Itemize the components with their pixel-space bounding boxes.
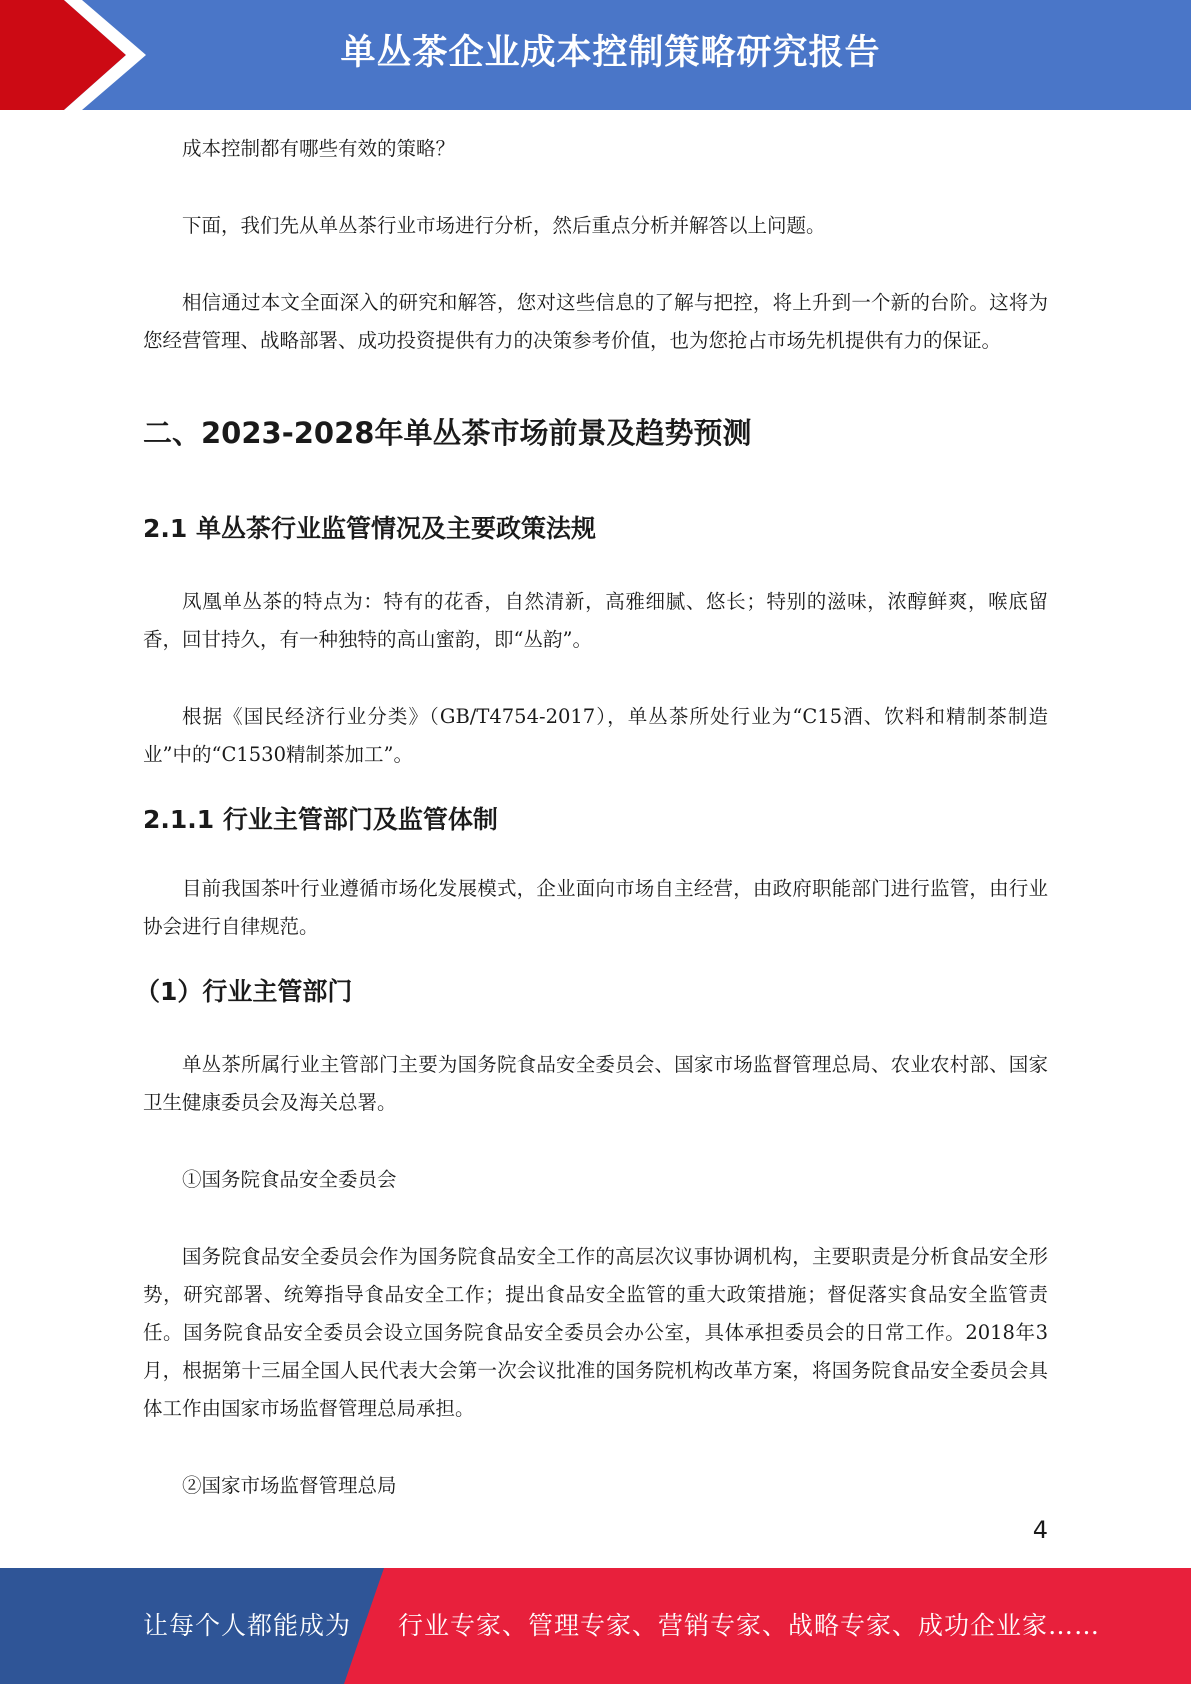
subsubsection-heading: 2.1.1 行业主管部门及监管体制 [143, 805, 498, 834]
paragraph: 凤凰单丛茶的特点为：特有的花香，自然清新，高雅细腻、悠长；特别的滋味，浓醇鲜爽，喉底留香，回甘持久，有一种独特的高山蜜韵，即“丛韵”。 [143, 590, 1048, 651]
paragraph: 相信通过本文全面深入的研究和解答，您对这些信息的了解与把控，将上升到一个新的台阶。这将为您经营管理、战略部署、成功投资提供有力的决策参考价值，也为您抢占市场先机提供有力的保证。 [143, 291, 1048, 352]
section-heading: 二、2023-2028年单丛茶市场前景及趋势预测 [143, 416, 752, 450]
page-header [0, 0, 1191, 110]
paragraph: ①国务院食品安全委员会 [182, 1168, 397, 1191]
subsection-heading: 2.1 单丛茶行业监管情况及主要政策法规 [143, 514, 596, 543]
paragraph: 成本控制都有哪些有效的策略？ [182, 137, 456, 160]
page-number: 4 [1032, 1516, 1048, 1544]
paragraph: 单丛茶所属行业主管部门主要为国务院食品安全委员会、国家市场监督管理总局、农业农村部、国家卫生健康委员会及海关总署。 [143, 1053, 1048, 1114]
paragraph: 国务院食品安全委员会作为国务院食品安全工作的高层次议事协调机构，主要职责是分析食品安全形势，研究部署、统筹指导食品安全工作；提出食品安全监管的重大政策措施；督促落实食品安全监管责任。国务院食品安全委员会设立国务院食品安全委员会办公室，具体承担委员会的日常工作。2018年3月，根据第十三届全国人民代表大会第一次会议批准的国务院机构改革方案，将国务院食品安全委员会具体工作由国家市场监督管理总局承担。 [143, 1245, 1048, 1420]
document-body [135, 130, 1048, 1505]
paragraph: 目前我国茶叶行业遵循市场化发展模式，企业面向市场自主经营，由政府职能部门进行监管，由行业协会进行自律规范。 [143, 877, 1048, 938]
footer-slogan-right: 行业专家、管理专家、营销专家、战略专家、成功企业家…… [398, 1611, 1101, 1640]
paragraph: ②国家市场监督管理总局 [182, 1474, 397, 1497]
item-heading: （1）行业主管部门 [135, 977, 353, 1006]
header-title: 单丛茶企业成本控制策略研究报告 [340, 33, 881, 73]
paragraph: 根据《国民经济行业分类》（GB/T4754-2017），单丛茶所处行业为“C15酒、饮料和精制茶制造业”中的“C1530精制茶加工”。 [143, 705, 1048, 766]
page-footer [0, 1568, 1191, 1684]
footer-slogan-left: 让每个人都能成为 [143, 1611, 352, 1640]
paragraph: 下面，我们先从单丛茶行业市场进行分析，然后重点分析并解答以上问题。 [182, 214, 826, 237]
